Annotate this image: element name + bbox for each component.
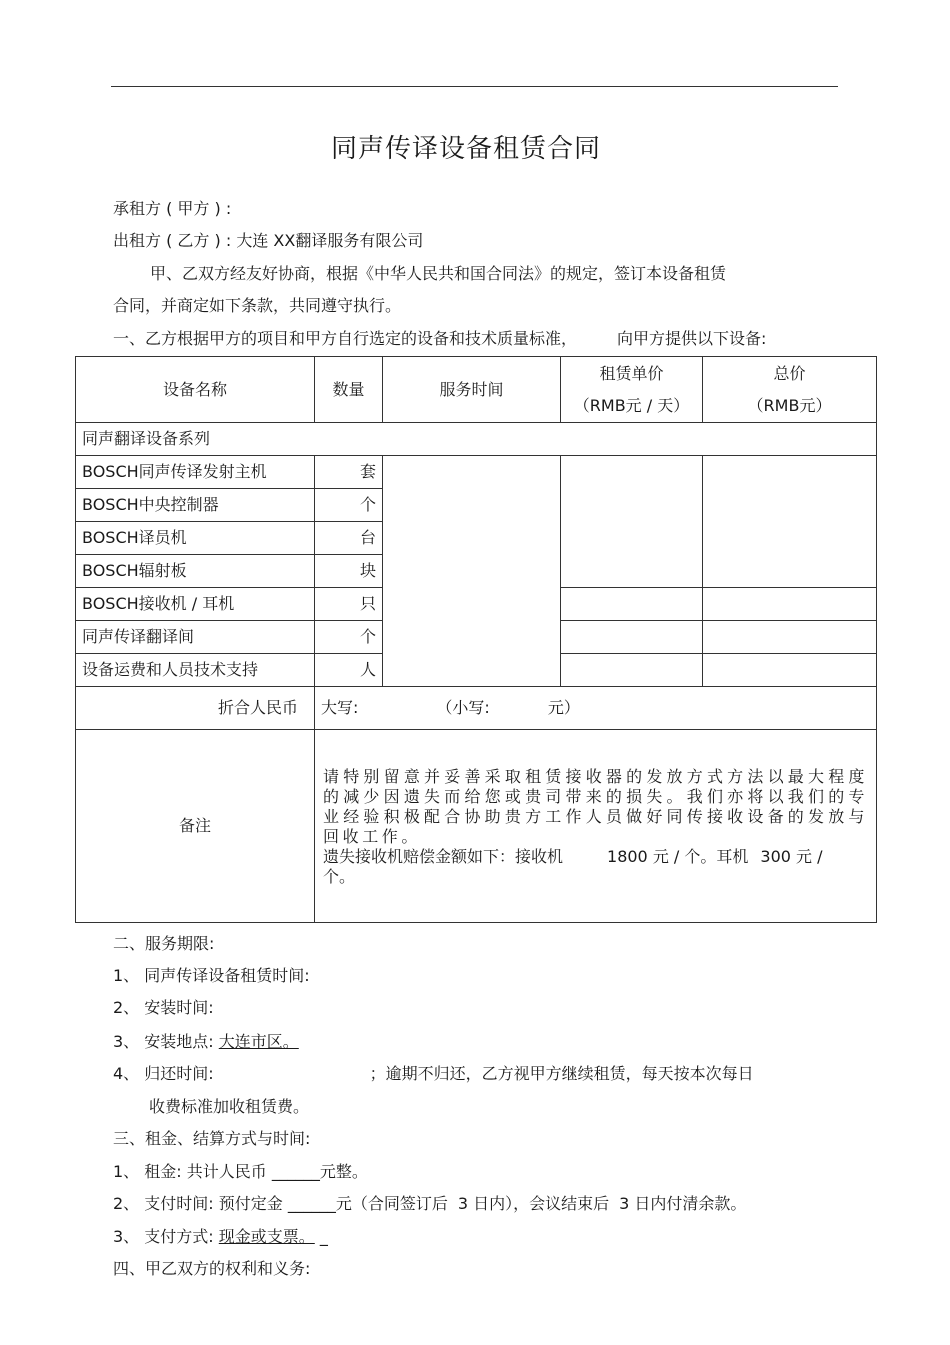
total-price-cell: [703, 654, 877, 687]
unit-price-cell: [561, 654, 703, 687]
rmb-yuan-label: 元）: [547, 698, 580, 717]
header-unit-price-line1: 租赁单价: [599, 363, 664, 383]
section-2-item-1: 1、 同声传译设备租赁时间:: [113, 966, 310, 985]
quantity-unit-cell: 套: [315, 456, 383, 489]
quantity-unit-cell: 个: [315, 621, 383, 654]
series-label: 同声翻译设备系列: [76, 423, 877, 456]
remark-text: 请特别留意并妥善采取租赁接收器的发放方式方法以最大程度的减少因遗失而给您或贵司带来的损失。我们亦将以我们的专业经验积极配合协助贵方工作人员做好同传接收设备的发放与回收工作。: [323, 767, 868, 846]
section-3-heading: 三、租金、结算方式与时间:: [113, 1129, 311, 1148]
rmb-amount-cell: [315, 687, 877, 730]
section-2-item-4-cont: 收费标准加收租赁费。: [149, 1097, 310, 1116]
quantity-unit-cell: 台: [315, 522, 383, 555]
header-total-line1: 总价: [773, 363, 806, 383]
rmb-upper-label: 大写:: [321, 698, 359, 717]
intro-line-1: 甲、乙双方经友好协商，根据《中华人民共和国合同法》的规定，签订本设备租赁: [150, 264, 727, 283]
remark-cell: [315, 730, 877, 923]
equipment-name-cell: 设备运费和人员技术支持: [76, 654, 315, 687]
equipment-name-cell: BOSCH译员机: [76, 522, 315, 555]
quantity-unit-cell: 人: [315, 654, 383, 687]
section-3-item-3: [113, 1227, 328, 1247]
section-2-heading: 二、服务期限:: [113, 934, 215, 953]
table-row: [76, 456, 877, 489]
lessee-line: 承租方 ( 甲方 ) :: [113, 199, 232, 218]
unit-price-cell: [561, 621, 703, 654]
total-price-cell: [703, 456, 877, 588]
lessor-name: 大连 XX翻译服务有限公司: [236, 231, 424, 250]
remark-compensation: [323, 847, 868, 867]
section-2-item-3: [113, 1032, 299, 1052]
rmb-label: 折合人民币: [76, 687, 315, 730]
payment-time-b: 3 日内），会议结束后: [457, 1194, 610, 1213]
return-time-rest: ；逾期不归还，乙方视甲方继续租赁，每天按本次每日: [369, 1064, 754, 1083]
total-price-cell: [703, 588, 877, 621]
payment-method-label: 3、 支付方式:: [113, 1227, 214, 1246]
remark-comp-a: 遗失接收机赔偿金额如下：接收机: [323, 847, 564, 866]
equipment-name-cell: BOSCH中央控制器: [76, 489, 315, 522]
install-location-label: 3、 安装地点:: [113, 1032, 214, 1051]
header-unit-price-line2: （RMB元 / 天）: [573, 395, 690, 415]
payment-time-a: 2、 支付时间: 预付定金 ______元（合同签订后: [113, 1194, 448, 1213]
quantity-unit-cell: 块: [315, 555, 383, 588]
equipment-name-cell: BOSCH同声传译发射主机: [76, 456, 315, 489]
header-equipment-name: 设备名称: [76, 357, 315, 423]
remark-label: 备注: [76, 730, 315, 923]
table-header-row: [76, 357, 877, 423]
header-rule: [111, 86, 838, 87]
intro-line-2: 合同，并商定如下条款，共同遵守执行。: [113, 296, 402, 315]
unit-price-cell: [561, 588, 703, 621]
section-2-item-2: 2、 安装时间:: [113, 998, 214, 1017]
payment-method-blank: _: [319, 1227, 328, 1246]
remark-comp-b: 1800 元 / 个。耳机: [607, 847, 749, 866]
quantity-unit-cell: 个: [315, 489, 383, 522]
payment-method-value: 现金或支票。: [218, 1227, 315, 1246]
header-service-time: 服务时间: [383, 357, 561, 423]
header-total-line2: （RMB元）: [747, 395, 832, 415]
unit-price-cell: [561, 456, 703, 588]
equipment-name-cell: BOSCH接收机 / 耳机: [76, 588, 315, 621]
series-row: [76, 423, 877, 456]
install-location-value: 大连市区。: [218, 1032, 299, 1051]
equipment-name-cell: 同声传译翻译间: [76, 621, 315, 654]
header-unit-price: [561, 357, 703, 423]
section-3-item-1: 1、 租金: 共计人民币 ______元整。: [113, 1162, 368, 1181]
payment-time-c: 3 日内付清余款。: [619, 1194, 747, 1213]
equipment-name-cell: BOSCH辐射板: [76, 555, 315, 588]
remark-comp-d: 个。: [323, 867, 356, 886]
header-quantity: 数量: [315, 357, 383, 423]
document-title: 同声传译设备租赁合同: [330, 134, 601, 164]
section-2-item-4: [113, 1064, 754, 1084]
equipment-table: [75, 356, 877, 923]
rmb-row: [76, 687, 877, 730]
section-1-heading-a: 一、乙方根据甲方的项目和甲方自行选定的设备和技术质量标准，: [113, 329, 578, 348]
header-total-price: [703, 357, 877, 423]
remark-comp-c: 300 元 /: [760, 847, 823, 866]
lessor-label: 出租方 ( 乙方 ) :: [113, 231, 232, 250]
return-time-label: 4、 归还时间:: [113, 1064, 214, 1083]
section-1-heading-b: 向甲方提供以下设备:: [617, 329, 767, 348]
section-4-heading: 四、甲乙双方的权利和义务:: [113, 1259, 311, 1278]
lessor-line: [113, 231, 423, 251]
quantity-unit-cell: 只: [315, 588, 383, 621]
remark-row: [76, 730, 877, 923]
rmb-lower-label: （小写:: [436, 698, 490, 717]
section-1-heading: [113, 329, 766, 349]
total-price-cell: [703, 621, 877, 654]
section-3-item-2: [113, 1194, 746, 1214]
service-time-cell: [383, 456, 561, 687]
